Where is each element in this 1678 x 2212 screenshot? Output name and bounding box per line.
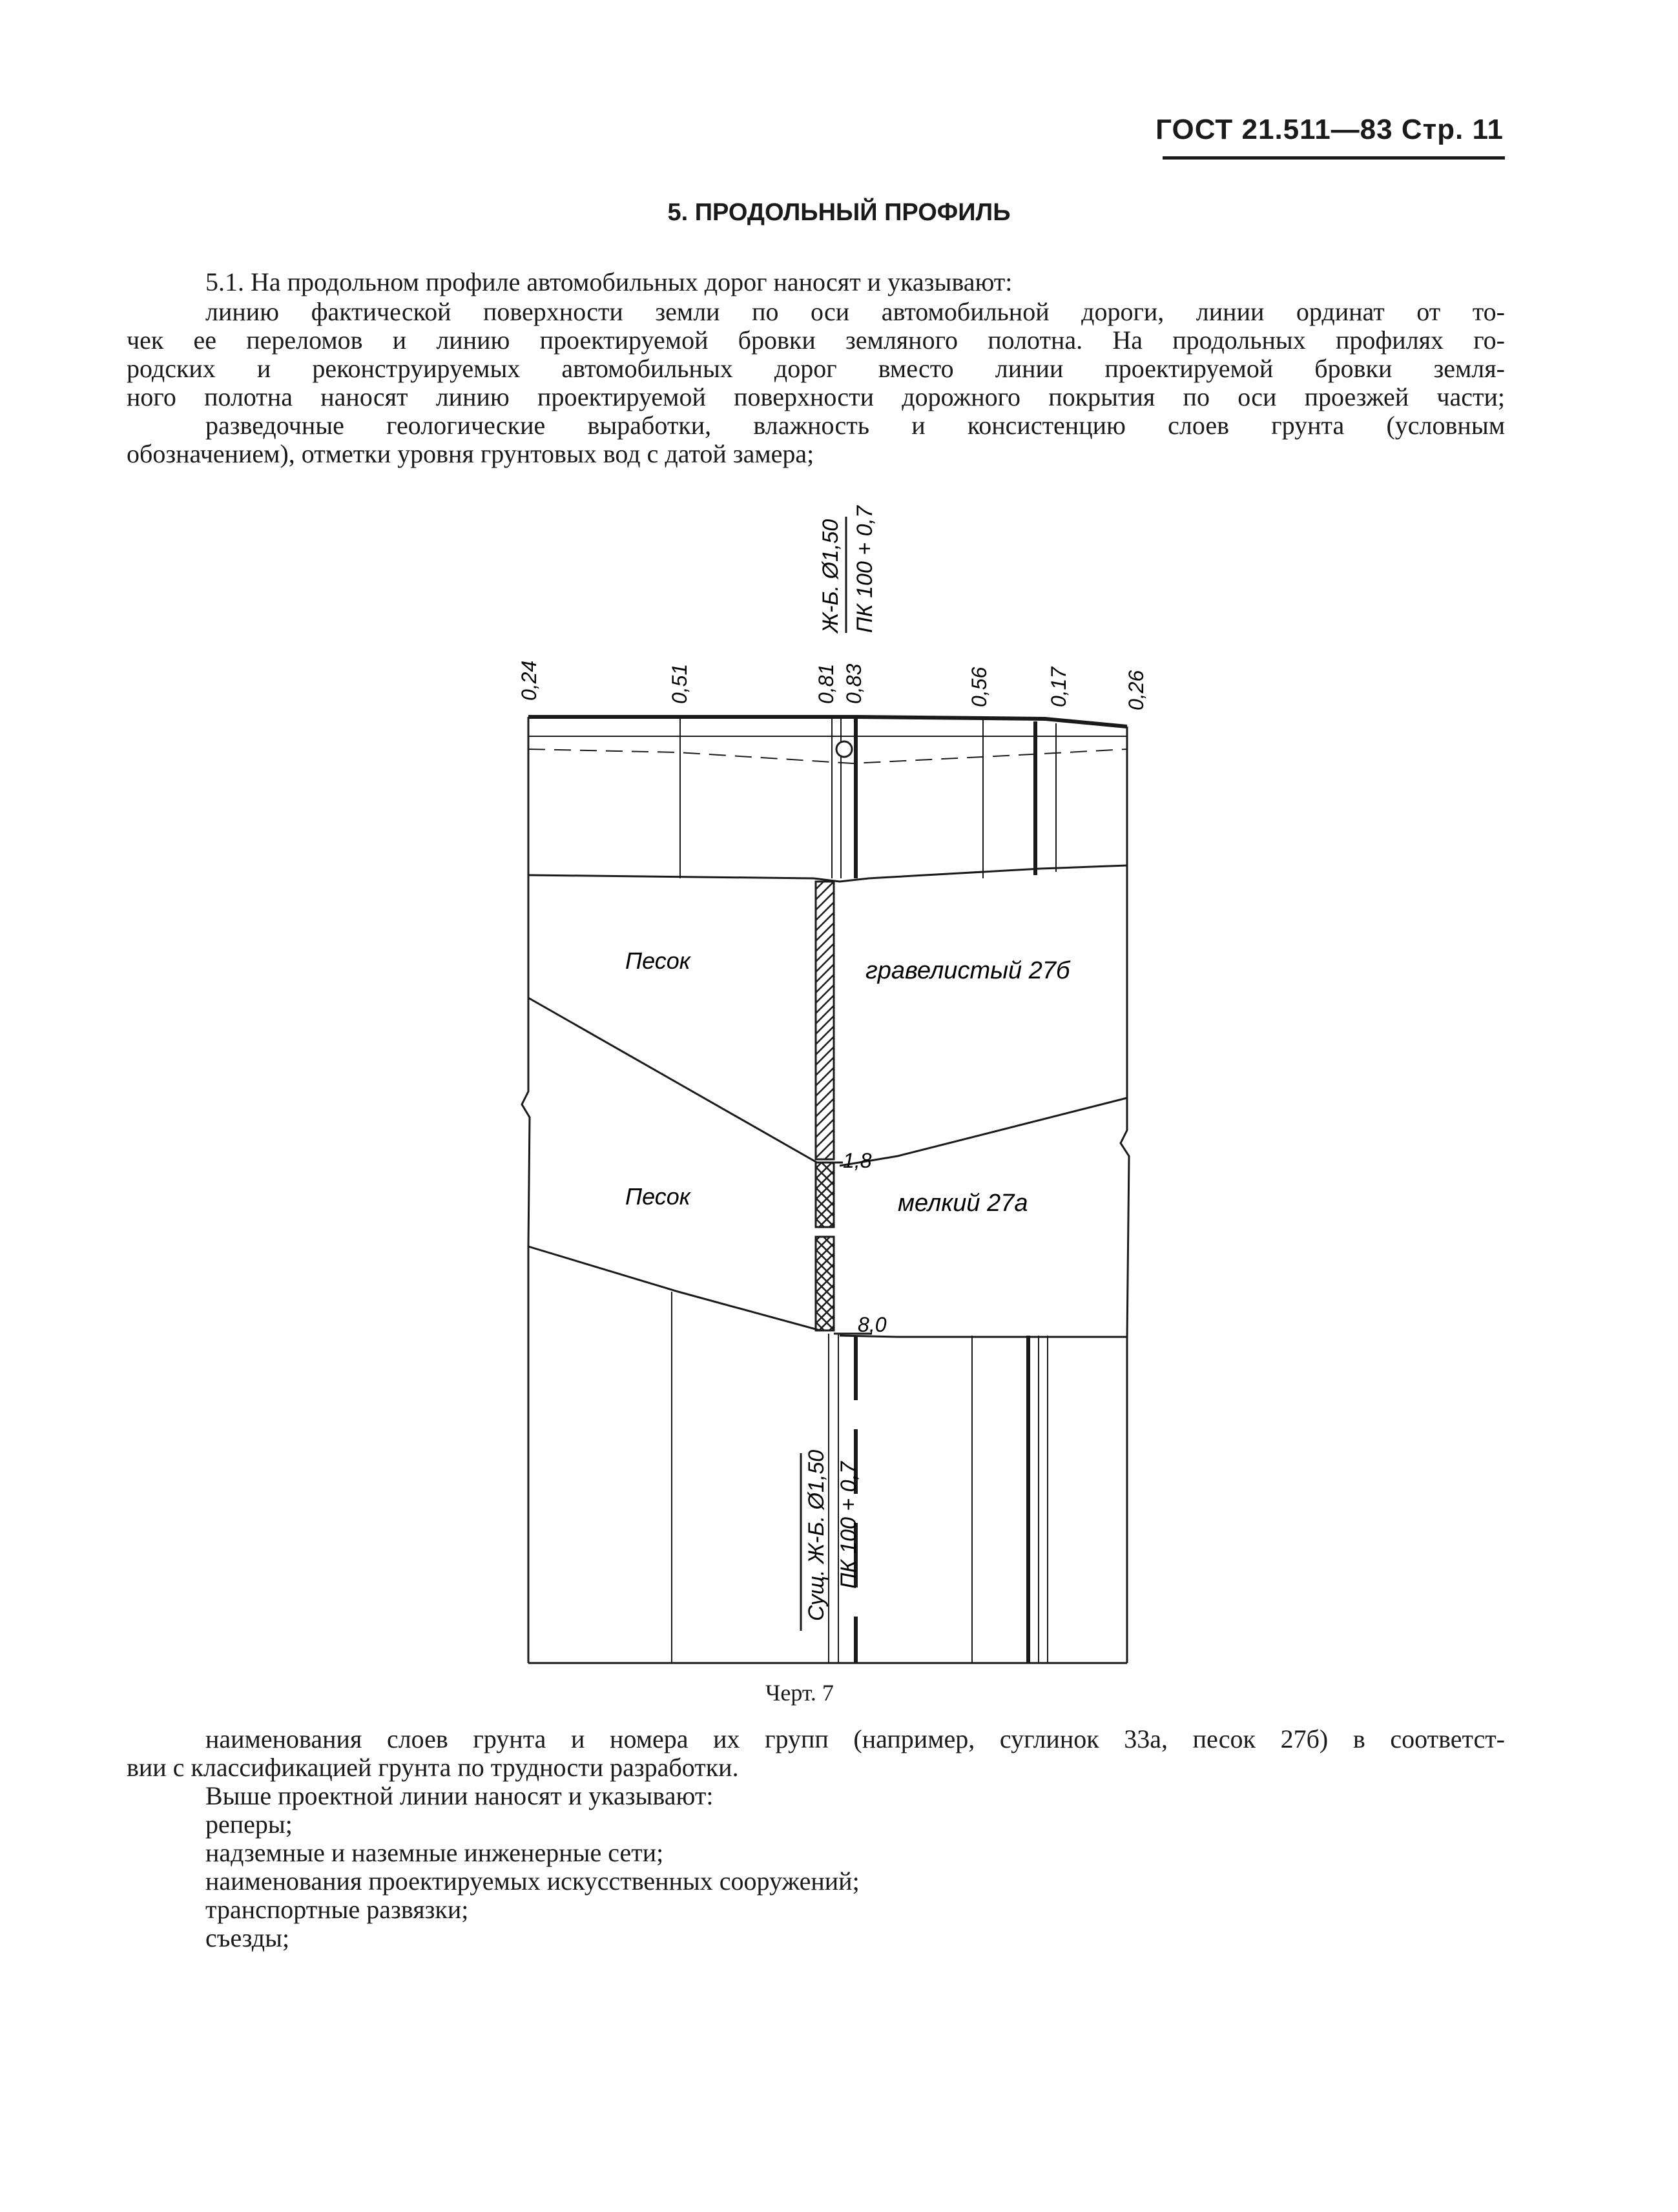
elevation-label: 0,26 <box>1124 670 1148 710</box>
intro-line-4: родских и реконструируемых автомобильных дорог вместо линии проектируемой бровки земля- <box>127 354 1505 383</box>
after-line-7: транспортные развязки; <box>205 1895 469 1924</box>
layer1-right-label: гравелистый 27б <box>865 957 1070 984</box>
bottom-pipe-label-2: ПК 100 + 0,7 <box>836 1462 861 1589</box>
intro-line-3: чек ее переломов и линию проектируемой бровки земляного полотна. На продольных профилях го- <box>127 326 1505 355</box>
intro-line-6: разведочные геологические выработки, влажность и консистенцию слоев грунта (условным <box>205 411 1505 440</box>
page-header: ГОСТ 21.511—83 Стр. 11 <box>1155 114 1504 145</box>
top-pipe-label <box>818 505 877 634</box>
bottom-pipe-label-1: Сущ. Ж-Б. Ø1,50 <box>804 1449 829 1621</box>
top-pipe-label-1: Ж-Б. Ø1,50 <box>818 519 843 633</box>
elevation-label: 0,24 <box>517 660 541 701</box>
section-title: 5. ПРОДОЛЬНЫЙ ПРОФИЛЬ <box>667 199 1011 226</box>
intro-line-1: 5.1. На продольном профиле автомобильных дорог наносят и указывают: <box>205 267 1013 296</box>
elevation-label: 0,56 <box>968 667 991 707</box>
elevation-label: 0,81 <box>814 663 838 704</box>
top-pipe-label-2: ПК 100 + 0,7 <box>853 506 877 633</box>
intro-line-5: ного полотна наносят линию проектируемой поверхности дорожного покрытия по оси проезжей части; <box>127 382 1505 411</box>
elevation-labels <box>517 661 1148 710</box>
after-line-6: наименования проектируемых искусственных сооружений; <box>205 1866 860 1896</box>
intro-line-7: обозначением), отметки уровня грунтовых вод с датой замера; <box>127 439 814 468</box>
layer2-right-label: мелкий 27а <box>898 1190 1028 1217</box>
elevation-label: 0,17 <box>1047 667 1070 707</box>
figure-caption: Черт. 7 <box>765 1680 834 1706</box>
after-line-8: съезды; <box>205 1923 290 1952</box>
elevation-label: 0,51 <box>668 663 691 704</box>
after-line-1: наименования слоев грунта и номера их групп (например, суглинок 33а, песок 27б) в соответст- <box>205 1724 1505 1753</box>
elevation-label: 0,83 <box>842 663 865 704</box>
after-line-4: реперы; <box>205 1810 293 1839</box>
bottom-pipe-label <box>801 1450 861 1631</box>
depth-label-2: 8,0 <box>858 1313 887 1336</box>
after-line-5: надземные и наземные инженерные сети; <box>205 1838 664 1867</box>
after-line-2: вии с классификацией грунта по трудности разработки. <box>127 1753 739 1782</box>
after-line-3: Выше проектной линии наносят и указывают: <box>205 1781 714 1810</box>
depth-label-1: 1,8 <box>843 1149 872 1172</box>
layer2-left-label: Песок <box>625 1183 690 1210</box>
borehole <box>816 882 872 1334</box>
intro-line-2: линию фактической поверхности земли по оси автомобильной дороги, линии ординат от то- <box>205 297 1505 326</box>
layer1-left-label: Песок <box>625 947 690 974</box>
